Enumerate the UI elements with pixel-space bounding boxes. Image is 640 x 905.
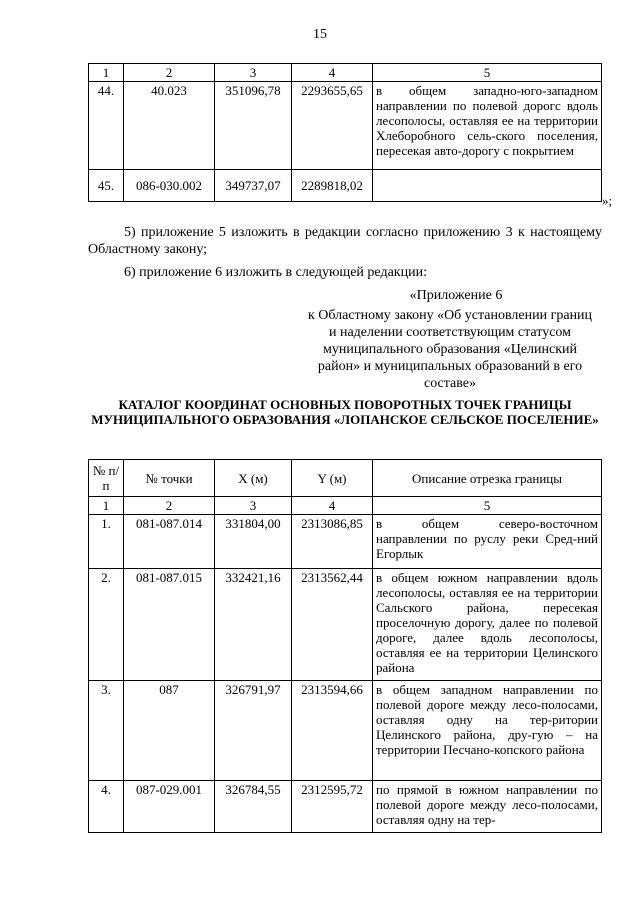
header-cell: 5 xyxy=(373,64,602,82)
point-id: 086-030.002 xyxy=(124,170,215,202)
point-id: 087 xyxy=(124,681,215,781)
x-coordinate: 331804,00 xyxy=(215,515,292,569)
table-row xyxy=(89,569,602,681)
row-number: 1. xyxy=(89,515,124,569)
x-coordinate: 351096,78 xyxy=(215,82,292,170)
appendix-subtitle: к Областному закону «Об установлении границ и наделении соответствующим статусом муниципального образования «Целинский район» и муниципальных образований в его составе» xyxy=(307,308,593,391)
paragraph-item-6: 6) приложение 6 изложить в следующей редакции: xyxy=(124,265,427,280)
column-number: 5 xyxy=(373,497,602,515)
segment-description: в общем северо-восточном направлении по руслу реки Сред-ний Егорлык xyxy=(373,515,602,569)
header-cell: 4 xyxy=(292,64,373,82)
column-number: 2 xyxy=(124,497,215,515)
header-point: № точки xyxy=(124,460,215,497)
point-id: 40.023 xyxy=(124,82,215,170)
column-number: 1 xyxy=(89,497,124,515)
column-number: 3 xyxy=(215,497,292,515)
segment-description: по прямой в южном направлении по полевой дороге между лесо-полосами, оставляя одну на тер- xyxy=(373,781,602,833)
y-coordinate: 2289818,02 xyxy=(292,170,373,202)
appendix-title: «Приложение 6 xyxy=(409,288,503,303)
point-id: 087-029.001 xyxy=(124,781,215,833)
table-header-row xyxy=(89,460,602,497)
point-id: 081-087.015 xyxy=(124,569,215,681)
table-row xyxy=(89,515,602,569)
segment-description: в общем западном направлении по полевой дороге между лесо-полосами, оставляя одну на тер-ритории Целинского района, дру-гую – на территории Песчано-копского района xyxy=(373,681,602,781)
continuation-table xyxy=(88,63,602,202)
row-number: 45. xyxy=(89,170,124,202)
row-number: 3. xyxy=(89,681,124,781)
header-x: X (м) xyxy=(215,460,292,497)
table-row xyxy=(89,781,602,833)
table-header-row xyxy=(89,64,602,82)
point-id: 081-087.014 xyxy=(124,515,215,569)
y-coordinate: 2313562,44 xyxy=(292,569,373,681)
y-coordinate: 2313086,85 xyxy=(292,515,373,569)
catalog-title: КАТАЛОГ КООРДИНАТ ОСНОВНЫХ ПОВОРОТНЫХ ТОЧЕК ГРАНИЦЫ МУНИЦИПАЛЬНОГО ОБРАЗОВАНИЯ «ЛОПАНСКОЕ СЕЛЬСКОЕ ПОСЕЛЕНИЕ» xyxy=(91,397,599,427)
y-coordinate: 2312595,72 xyxy=(292,781,373,833)
segment-description: в общем западно-юго-западном направлении по полевой дорогс вдоль лесополосы, оставляя ее на территории Хлеборобного сель-ского поселения, пересекая авто-дорогу с покрытием xyxy=(373,82,602,170)
y-coordinate: 2293655,65 xyxy=(292,82,373,170)
segment-description: в общем южном направлении вдоль лесополосы, оставляя ее на территории Сальского района, пересекая проселочную дорогу, далее по полевой дороге, далее вдоль лесополосы, оставляя ее на территории Целинского района xyxy=(373,569,602,681)
table-row xyxy=(89,170,602,202)
column-number: 4 xyxy=(292,497,373,515)
row-number: 44. xyxy=(89,82,124,170)
table-row xyxy=(89,681,602,781)
x-coordinate: 349737,07 xyxy=(215,170,292,202)
table-row xyxy=(89,82,602,170)
x-coordinate: 326791,97 xyxy=(215,681,292,781)
closing-quote: »; xyxy=(602,193,613,208)
y-coordinate: 2313594,66 xyxy=(292,681,373,781)
header-y: Y (м) xyxy=(292,460,373,497)
header-cell: 1 xyxy=(89,64,124,82)
header-cell: 3 xyxy=(215,64,292,82)
row-number: 4. xyxy=(89,781,124,833)
header-cell: 2 xyxy=(124,64,215,82)
table-column-numbers xyxy=(89,497,602,515)
paragraph-item-5: 5) приложение 5 изложить в редакции согласно приложению 3 к настоящему Областному закону; xyxy=(88,225,602,257)
x-coordinate: 326784,55 xyxy=(215,781,292,833)
header-row-number: № п/п xyxy=(89,460,124,497)
coordinates-table xyxy=(88,459,602,833)
page-number: 15 xyxy=(313,27,327,42)
segment-description xyxy=(373,170,602,202)
row-number: 2. xyxy=(89,569,124,681)
header-description: Описание отрезка границы xyxy=(373,460,602,497)
x-coordinate: 332421,16 xyxy=(215,569,292,681)
